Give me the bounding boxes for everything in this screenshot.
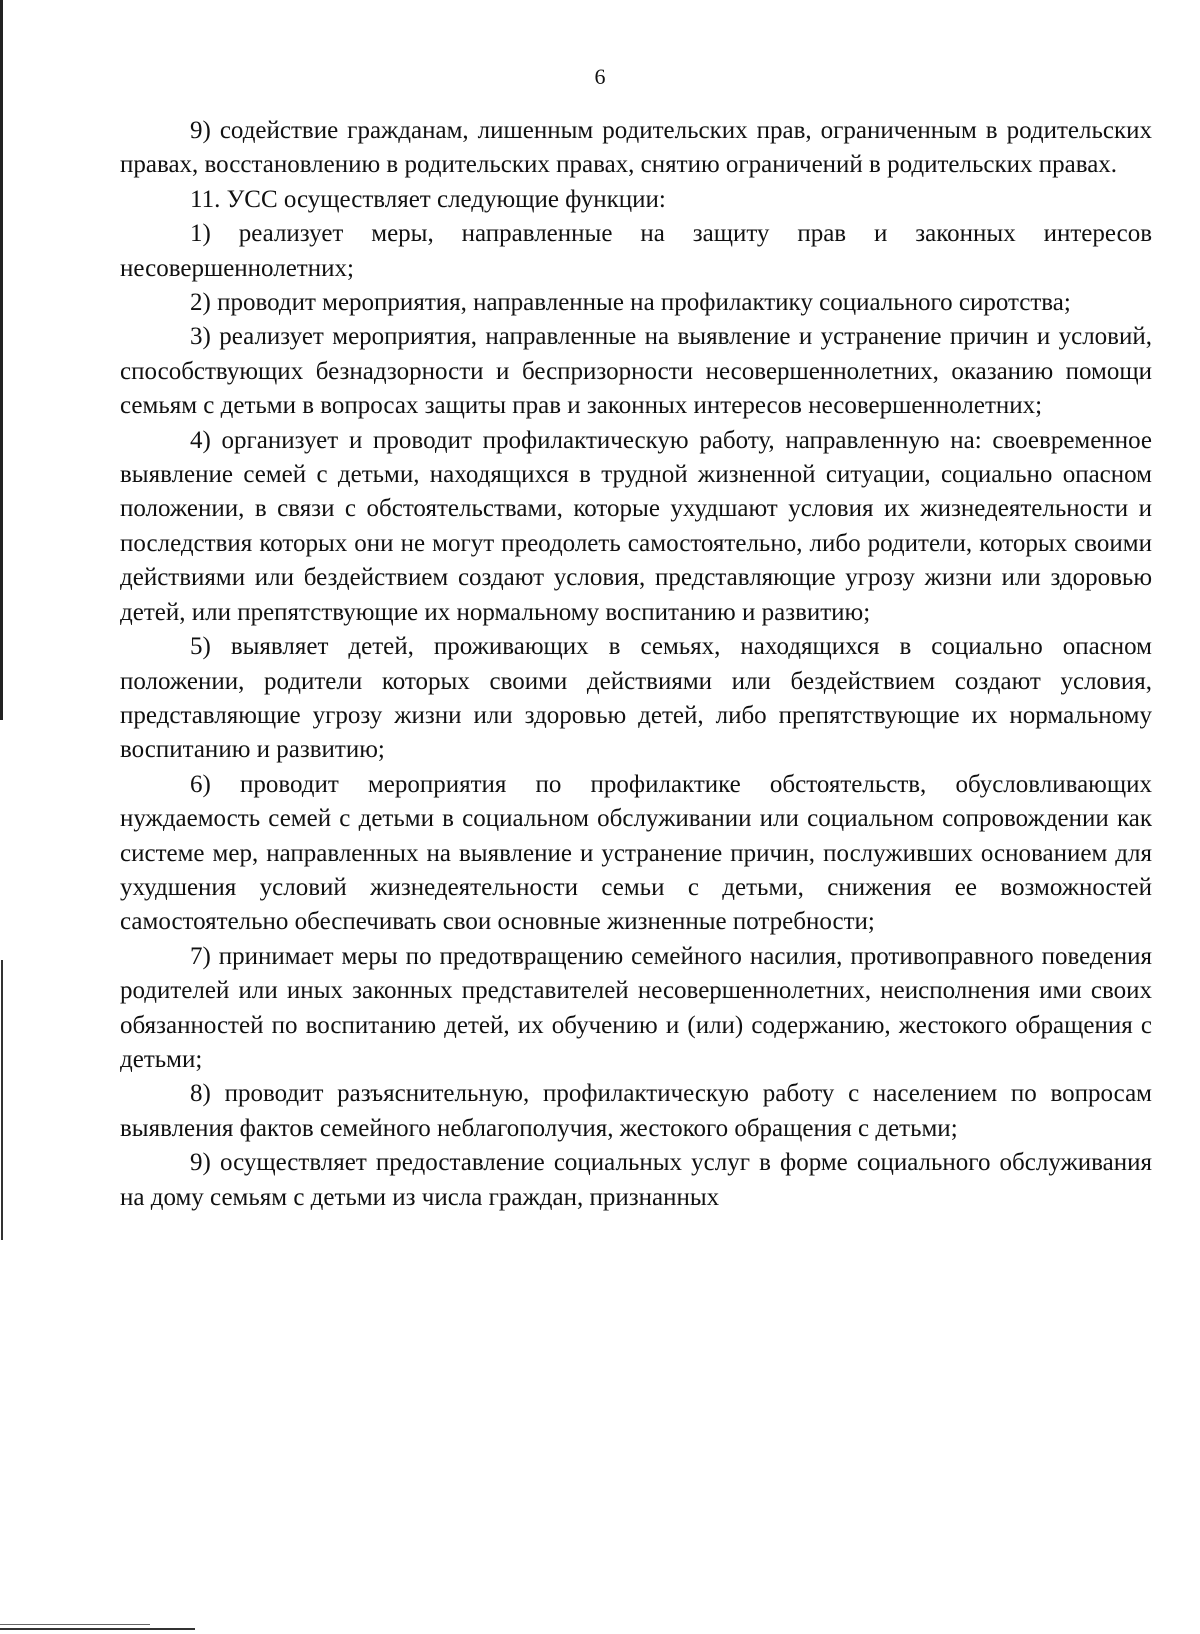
function-item-5: 5) выявляет детей, проживающих в семьях, находящихся в социально опасном положении, родители которых своими действиями или бездействием создают условия, представляющие угрозу жизни или здоровью детей, либо препятствующие их нормальному воспитанию и развитию; [120, 633, 1152, 764]
scan-edge-bottom-thin [0, 1624, 150, 1625]
section-11-heading: 11. УСС осуществляет следующие функции: [190, 185, 666, 213]
scan-edge-left [0, 0, 3, 720]
function-item-4: 4) организует и проводит профилактическую работу, направленную на: своевременное выявление семей с детьми, находящихся в трудной жизненной ситуации, социально опасном положении, в связи с обстоятельствами, которые ухудшают условия их жизнедеятельности и последствия которых они не могут преодолеть самостоятельно, либо родители, которых своими действиями или бездействием создают условия, представляющие угрозу жизни или здоровью детей, или препятствующие их нормальному воспитанию и развитию; [120, 426, 1152, 626]
function-item-6: 6) проводит мероприятия по профилактике обстоятельств, обусловливающих нуждаемость семей с детьми в социальном обслуживании или социальном сопровождении как системе мер, направленных на выявление и устранение причин, послуживших основанием для ухудшения условий жизнедеятельности семьи с детьми, снижения ее возможностей самостоятельно обеспечивать свои основные жизненные потребности; [120, 770, 1152, 936]
function-item-7: 7) принимает меры по предотвращению семейного насилия, противоправного поведения родителей или иных законных представителей несовершеннолетних, неисполнения ими своих обязанностей по воспитанию детей, их обучению и (или) содержанию, жестокого обращения с детьми; [120, 942, 1152, 1073]
function-item-3: 3) реализует мероприятия, направленные на выявление и устранение причин и условий, способствующих безнадзорности и беспризорности несовершеннолетних, оказанию помощи семьям с детьми в вопросах защиты прав и законных интересов несовершеннолетних; [120, 323, 1152, 420]
function-item-1: 1) реализует меры, направленные на защиту прав и законных интересов несовершеннолетних; [120, 220, 1152, 282]
scan-edge-left-lower [1, 960, 3, 1240]
function-item-9: 9) осуществляет предоставление социальных услуг в форме социального обслуживания на дому семьям с детьми из числа граждан, признанных [120, 1149, 1152, 1211]
paragraph-item-9-rights: 9) содействие гражданам, лишенным родительских прав, ограниченным в родительских правах, восстановлению в родительских правах, снятию ограничений в родительских правах. [120, 117, 1152, 179]
scan-edge-bottom [0, 1628, 195, 1630]
document-body [120, 114, 1152, 1215]
page-number: 6 [594, 64, 606, 89]
function-item-2: 2) проводит мероприятия, направленные на профилактику социального сиротства; [190, 289, 1071, 317]
function-item-8: 8) проводит разъяснительную, профилактическую работу с населением по вопросам выявления фактов семейного неблагополучия, жестокого обращения с детьми; [120, 1080, 1152, 1142]
